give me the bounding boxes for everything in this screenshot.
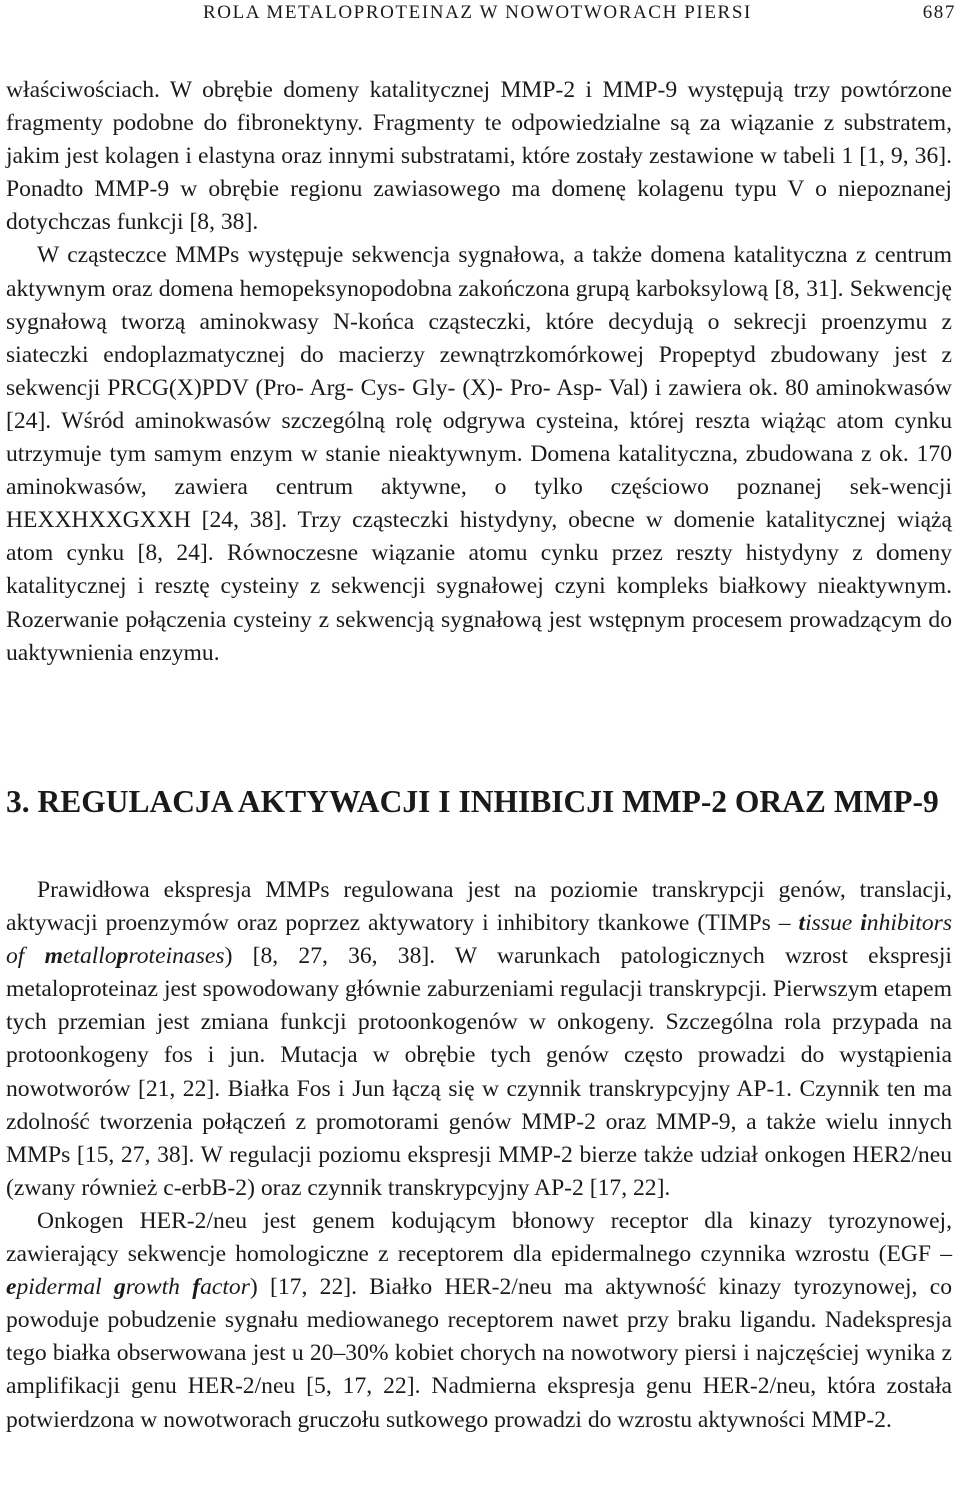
paragraph-text: Prawidłowa ekspresja MMPs regulowana jest na poziomie transkrypcji genów, translacji, aktywacji proenzymów oraz poprzez aktywatory i inhibitory tkankowe (TIMPs – bbox=[6, 877, 952, 937]
acronym-word: issue bbox=[805, 910, 861, 937]
acronym-expansion bbox=[6, 1274, 250, 1300]
paragraph bbox=[6, 74, 952, 239]
acronym-letter: e bbox=[6, 1274, 17, 1301]
acronym-letter: p bbox=[116, 943, 129, 970]
running-title: ROLA METALOPROTEINAZ W NOWOTWORACH PIERSI bbox=[203, 2, 752, 23]
paragraph bbox=[6, 874, 952, 1205]
page-number: 687 bbox=[922, 2, 956, 23]
body-text-block-2 bbox=[6, 874, 952, 1437]
paragraph-text: ) [8, 27, 36, 38]. W warunkach patologicznych wzrost ekspresji metaloproteinaz jest spowodowany głównie zaburzeniami regulacji transkrypcji. Pierwszym etapem tych przemian jest zmiana funkcji protoonkogenów w onkogeny. Szczególna rola przypada na protoonkogeny fos i jun. Mutacja w obrębie tych genów często prowadzi do wystąpienia nowotworów [21, 22]. Białka Fos i Jun łączą się w czynnik transkrypcyjny AP-1. Czynnik ten ma zdolność tworzenia połączeń z promotorami genów MMP-2 oraz MMP-9, a także wielu innych MMPs [15, 27, 38]. W regulacji poziomu ekspresji MMP-2 bierze także udział onkogen HER2/neu (zwany również c-erbB-2) oraz czynnik transkrypcyjny AP-2 [17, 22]. bbox=[6, 943, 952, 1201]
paragraph-text: ) [17, 22]. Białko HER-2/neu ma aktywność kinazy tyrozynowej, co powoduje pobudzenie sygnału mediowanego receptorem nawet przy braku ligandu. Nadekspresja tego białka obserwowana jest u 20–30% kobiet chorych na nowotwory piersi i najczęściej wynika z amplifikacji genu HER-2/neu [5, 17, 22]. Nadmierna ekspresja genu HER-2/neu, która została potwierdzona w nowotworach gruczołu sutkowego prowadzi do wzrostu aktywności MMP-2. bbox=[6, 1274, 952, 1433]
section-heading: 3. REGULACJA AKTYWACJI I INHIBICJI MMP-2 ORAZ MMP-9 bbox=[6, 784, 939, 819]
acronym-letter: f bbox=[192, 1274, 201, 1301]
paragraph-text: Onkogen HER-2/neu jest genem kodującym błonowy receptor dla kinazy tyrozynowej, zawierający sekwencje homologiczne z receptorem dla epidermalnego czynnika wzrostu (EGF – bbox=[6, 1207, 952, 1268]
acronym-word: nhibitors of bbox=[6, 910, 952, 970]
acronym-letter: m bbox=[44, 943, 63, 970]
acronym-word: actor bbox=[200, 1274, 250, 1301]
acronym-letter: g bbox=[113, 1274, 126, 1301]
body-text-block-1 bbox=[6, 74, 952, 670]
acronym-letter: i bbox=[860, 910, 867, 937]
acronym-word: pidermal bbox=[16, 1274, 114, 1301]
paragraph bbox=[6, 1205, 952, 1437]
paragraph-text: właściwościach. W obrębie domeny katalitycznej MMP-2 i MMP-9 występują trzy powtórzone fragmenty podobne do fibronektyny. Fragmenty te odpowiedzialne są za wiązanie z substratem, jakim jest kolagen i elastyna oraz innymi substratami, które zostały zestawione w tabeli 1 [1, 9, 36]. Ponadto MMP-9 w obrębie regionu zawiasowego ma domenę kolagenu typu V o niepoznanej dotychczas funkcji [8, 38]. bbox=[6, 77, 952, 236]
running-header bbox=[6, 0, 956, 30]
paragraph-text: W cząsteczce MMPs występuje sekwencja sygnałowa, a także domena katalityczna z centrum aktywnym oraz domena hemopeksynopodobna zakończona grupą karboksylową [8, 31]. Sekwencję sygnałową tworzą aminokwasy N-końca cząsteczki, które decydują o sekrecji proenzymu z siateczki endoplazmatycznej do macierzy zewnątrzkomórkowej Propeptyd zbudowany jest z sekwencji PRCG(X)PDV (Pro- Arg- Cys- Gly- (X)- Pro- Asp- Val) i zawiera ok. 80 aminokwasów [24]. Wśród aminokwasów szczególną rolę odgrywa cysteina, której reszta wiążąc atom cynku utrzymuje tym samym enzym w stanie nieaktywnym. Domena katalityczna, zbudowana z ok. 170 aminokwasów, zawiera centrum aktywne, o tylko częściowo poznanej sek-wencji HEXXHXXGXXH [24, 38]. Trzy cząsteczki histydyny, obecne w domenie katalitycznej wiążą atom cynku [8, 24]. Równoczesne wiązanie atomu cynku przez reszty histydyny z domeny katalitycznej i resztę cysteiny z sekwencji sygnałowej czyni kompleks białkowy nieaktywnym. Rozerwanie połączenia cysteiny z sekwencją sygnałową jest wstępnym procesem prowadzącym do uaktywnienia enzymu. bbox=[6, 242, 952, 666]
acronym-word: roteinases bbox=[128, 943, 225, 970]
acronym-letter: t bbox=[798, 910, 806, 937]
acronym-word: etallo bbox=[62, 943, 117, 970]
acronym-word: rowth bbox=[125, 1274, 193, 1301]
paragraph bbox=[6, 239, 952, 669]
